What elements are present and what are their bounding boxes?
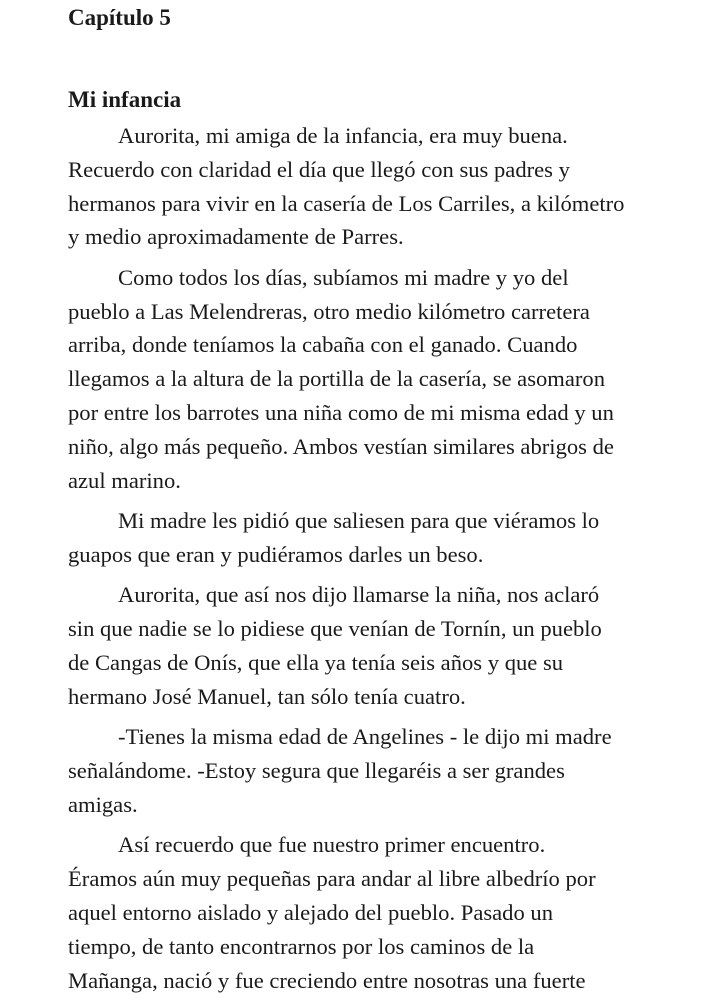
text-line: niño, algo más pequeño. Ambos vestían similares abrigos de xyxy=(68,433,614,459)
text-line: por entre los barrotes una niña como de mi misma edad y un xyxy=(68,400,614,426)
body-text xyxy=(68,119,708,1004)
paragraph xyxy=(68,828,708,997)
text-line: arriba, donde teníamos la cabaña con el ganado. Cuando xyxy=(68,332,578,358)
text-line: Aurorita, mi amiga de la infancia, era muy buena. xyxy=(118,123,568,148)
paragraph xyxy=(68,119,708,254)
text-line: amigas. xyxy=(68,791,138,817)
paragraph xyxy=(68,261,708,498)
text-line: de Cangas de Onís, que ella ya tenía seis años y que su xyxy=(68,650,564,676)
text-line: llegamos a la altura de la portilla de la casería, se asomaron xyxy=(68,366,605,392)
text-line: Como todos los días, subíamos mi madre y yo del xyxy=(118,264,569,290)
text-line: pueblo a Las Melendreras, otro medio kilómetro carretera xyxy=(68,298,590,324)
paragraph xyxy=(68,720,708,821)
text-line: -Tienes la misma edad de Angelines - le dijo mi madre xyxy=(118,724,612,750)
paragraph xyxy=(68,504,708,572)
text-line: Mañanga, nació y fue creciendo entre nosotras una fuerte xyxy=(68,967,586,993)
text-line: hermanos para vivir en la casería de Los Carriles, a kilómetro xyxy=(68,190,625,216)
section-title: Mi infancia xyxy=(68,87,182,112)
text-line: Así recuerdo que fue nuestro primer encuentro. xyxy=(118,832,546,858)
text-line: y medio aproximadamente de Parres. xyxy=(68,224,404,250)
text-line: Éramos aún muy pequeñas para andar al libre albedrío por xyxy=(68,866,596,892)
text-line: Recuerdo con claridad el día que llegó con sus padres y xyxy=(68,156,570,182)
text-line: guapos que eran y pudiéramos darles un beso. xyxy=(68,541,484,567)
text-line: tiempo, de tanto encontrarnos por los caminos de la xyxy=(68,933,535,959)
text-line: señalándome. -Estoy segura que llegaréis a ser grandes xyxy=(68,758,565,784)
text-line: azul marino. xyxy=(68,467,181,493)
text-line: Aurorita, que así nos dijo llamarse la niña, nos aclaró xyxy=(118,582,600,608)
chapter-title: Capítulo 5 xyxy=(68,5,171,30)
paragraph xyxy=(68,578,708,713)
text-line: hermano José Manuel, tan sólo tenía cuatro. xyxy=(68,683,466,709)
text-line: Mi madre les pidió que saliesen para que viéramos lo xyxy=(118,508,600,534)
text-line: aquel entorno aislado y alejado del pueblo. Pasado un xyxy=(68,899,554,925)
text-line: sin que nadie se lo pidiese que venían de Tornín, un pueblo xyxy=(68,616,602,642)
